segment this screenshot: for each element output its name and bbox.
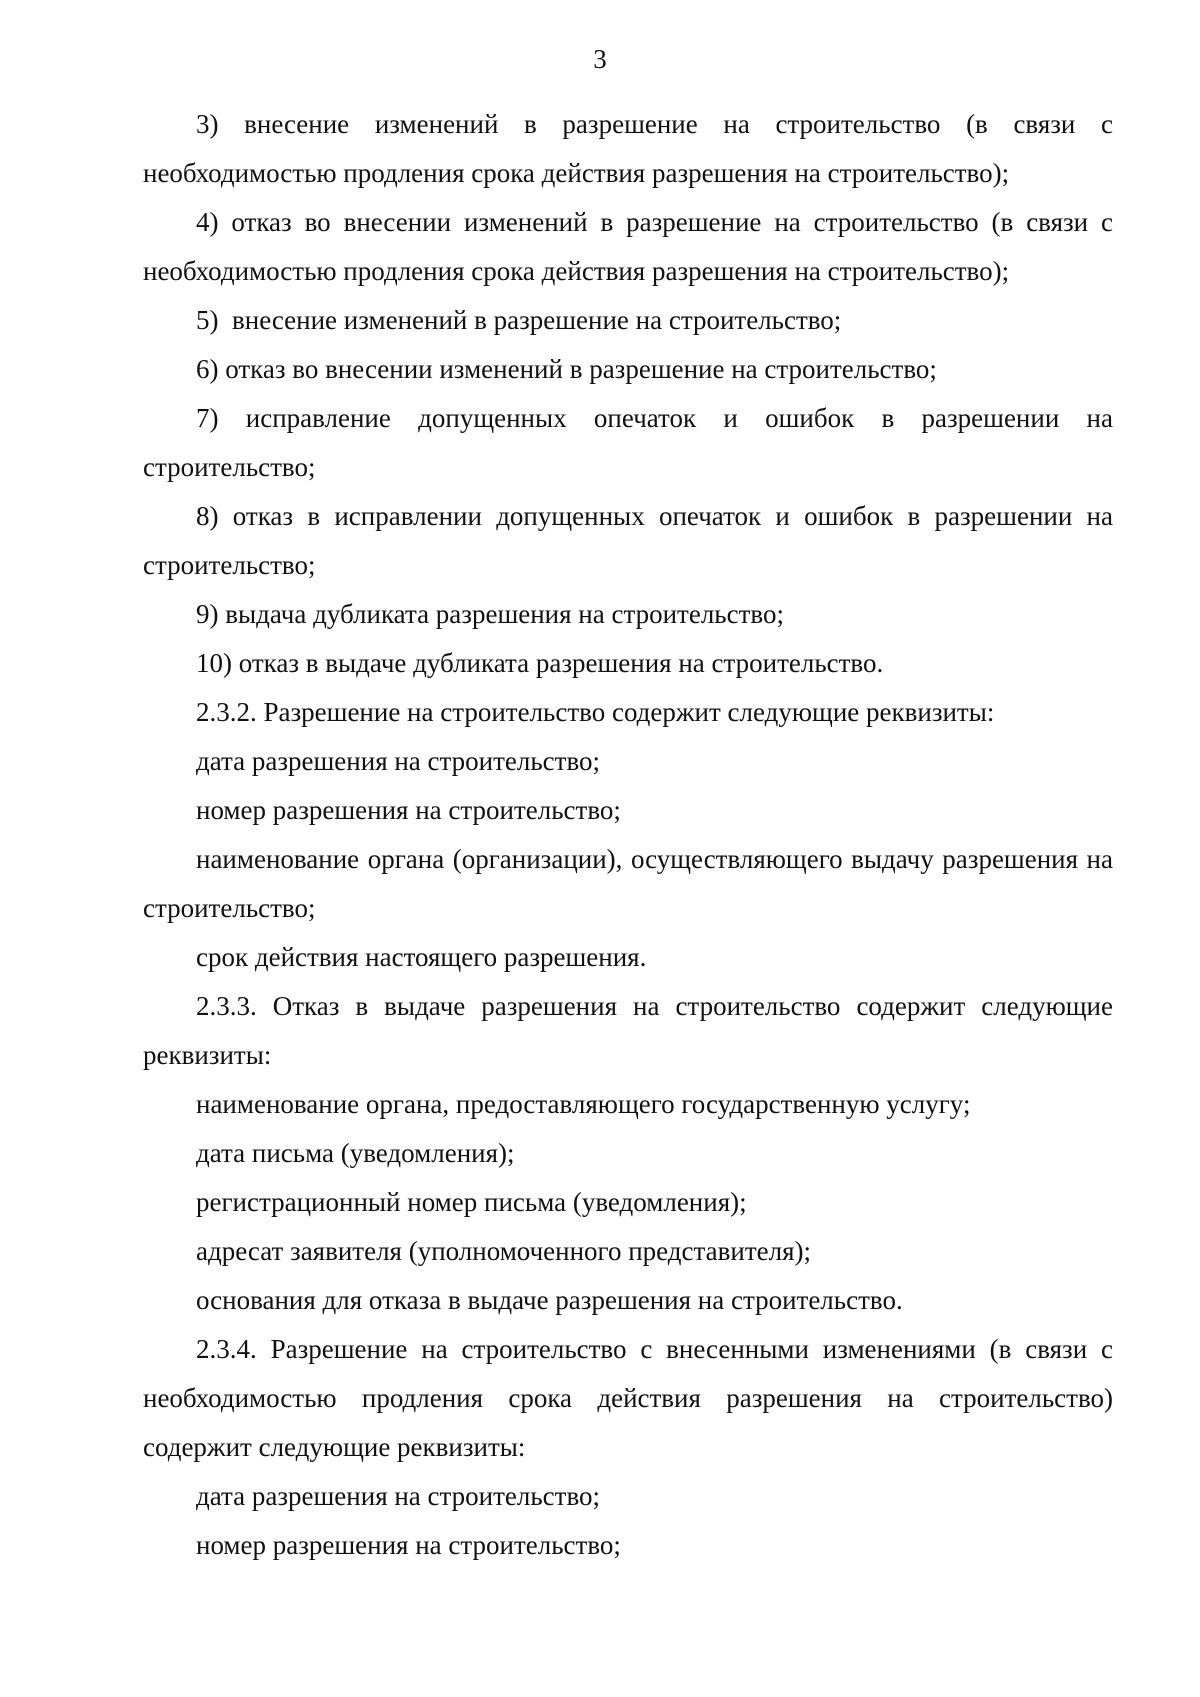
requisite-line: регистрационный номер письма (уведомления); [196,1187,747,1217]
requisite-line: наименование органа, предоставляющего государственную услугу; [196,1089,971,1119]
list-item-6: 6) отказ во внесении изменений в разрешение на строительство; [196,354,937,384]
list-item-5: 5) внесение изменений в разрешение на строительство; [196,305,842,335]
requisite-line: дата письма (уведомления); [196,1138,515,1168]
requisite-line: дата разрешения на строительство; [196,746,601,776]
list-item-8: 8) отказ в исправлении допущенных опечаток и ошибок в разрешении на строительство; [143,501,1113,580]
section-2-3-2: 2.3.2. Разрешение на строительство содержит следующие реквизиты: [196,697,995,727]
requisite-line: номер разрешения на строительство; [196,1530,621,1560]
requisite-line: основания для отказа в выдаче разрешения на строительство. [196,1285,903,1315]
requisite-line: адресат заявителя (уполномоченного представителя); [196,1236,811,1266]
list-item-4: 4) отказ во внесении изменений в разрешение на строительство (в связи с необходимостью продления срока действия разрешения на строительство); [143,207,1113,286]
requisite-line: наименование органа (организации), осуществляющего выдачу разрешения на строительство; [143,844,1113,923]
page-number: 3 [593,44,607,74]
list-item-3: 3) внесение изменений в разрешение на строительство (в связи с необходимостью продления срока действия разрешения на строительство); [143,109,1113,188]
requisite-line: дата разрешения на строительство; [196,1481,601,1511]
requisite-line: номер разрешения на строительство; [196,795,621,825]
list-item-7: 7) исправление допущенных опечаток и ошибок в разрешении на строительство; [143,403,1113,482]
section-2-3-4: 2.3.4. Разрешение на строительство с внесенными изменениями (в связи с необходимостью продления срока действия разрешения на строительство) содержит следующие реквизиты: [143,1334,1113,1462]
document-body [143,100,1113,1570]
list-item-9: 9) выдача дубликата разрешения на строительство; [196,599,784,629]
requisite-line: срок действия настоящего разрешения. [196,942,647,972]
list-item-10: 10) отказ в выдаче дубликата разрешения на строительство. [196,648,884,678]
section-2-3-3: 2.3.3. Отказ в выдаче разрешения на строительство содержит следующие реквизиты: [143,991,1113,1070]
